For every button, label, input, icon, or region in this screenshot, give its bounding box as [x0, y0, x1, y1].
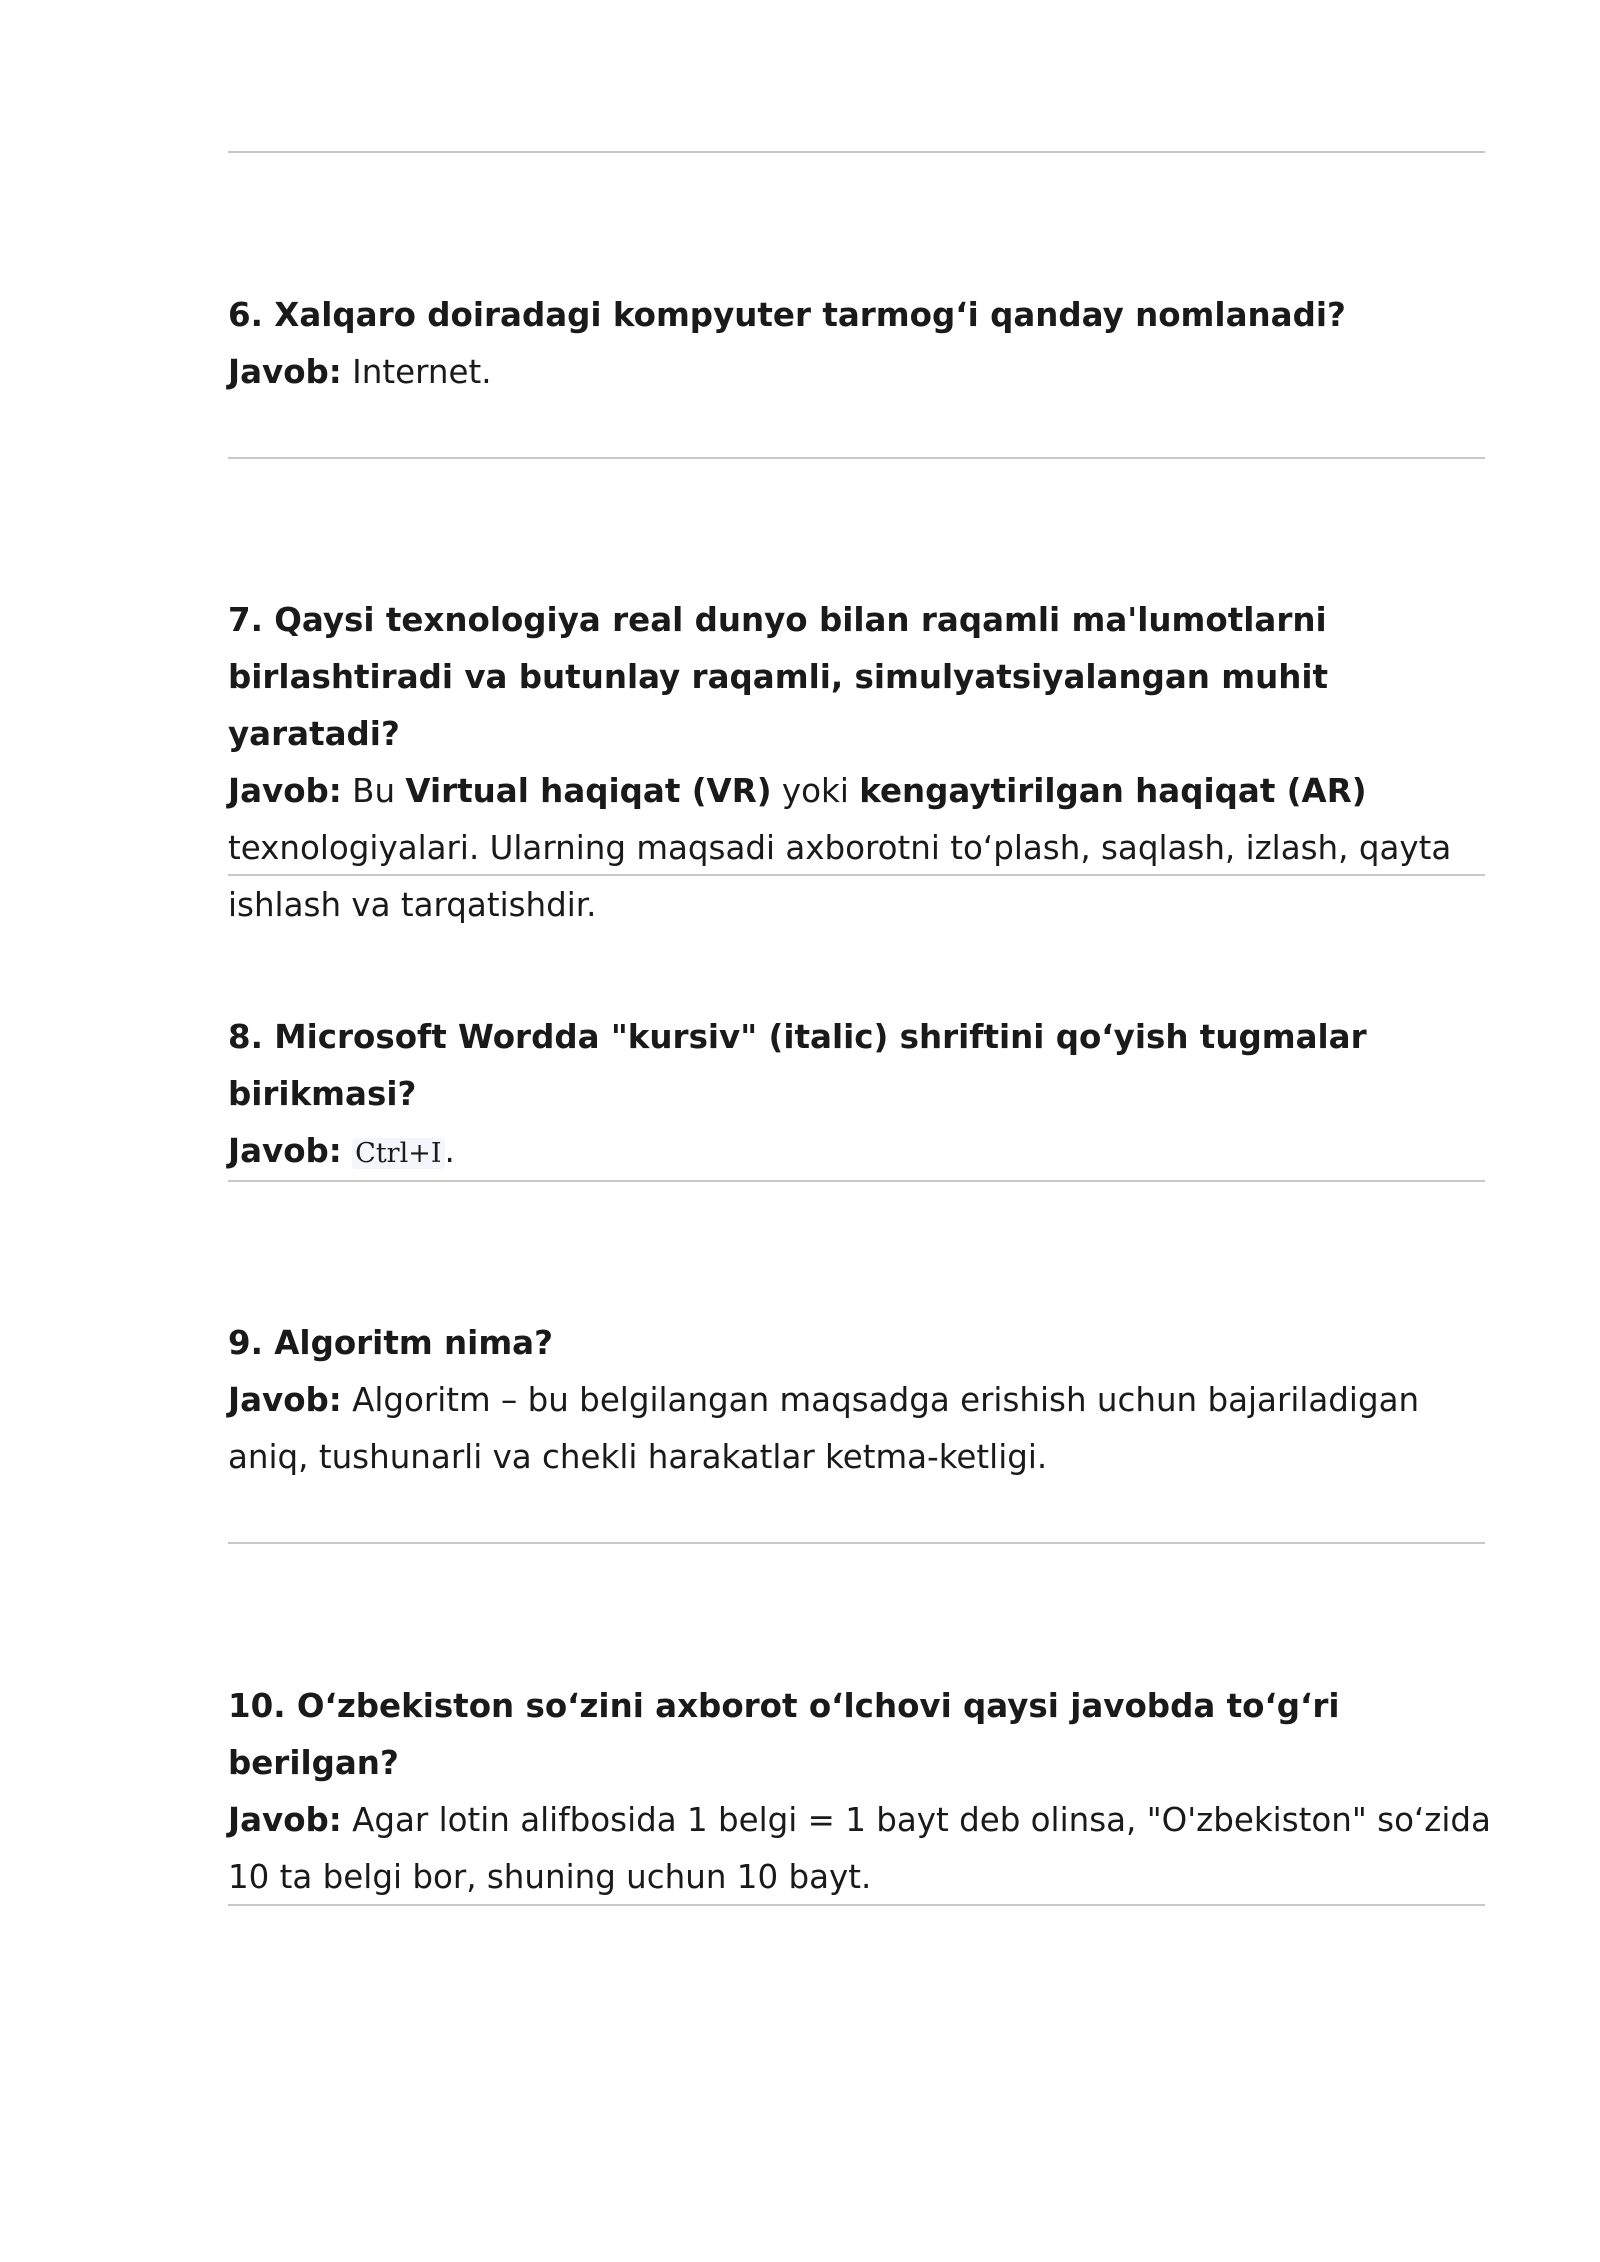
question-7: 7. Qaysi texnologiya real dunyo bilan raqamli ma'lumotlarni birlashtiradi va butunlay raqamli, simulyatsiyalangan muhit yaratadi?	[228, 601, 1329, 753]
answer-label: Javob:	[228, 1381, 342, 1419]
divider	[228, 1904, 1485, 1906]
answer-8	[228, 1123, 1498, 1182]
answer-7	[228, 763, 1498, 934]
answer-term-ar: kengaytirilgan haqiqat (AR)	[859, 772, 1367, 810]
answer-text: Internet.	[341, 353, 492, 391]
keyboard-shortcut: Ctrl+I	[352, 1138, 444, 1169]
answer-label: Javob:	[228, 1132, 342, 1170]
answer-text: Agar lotin alifbosida 1 belgi = 1 bayt deb olinsa, "O'zbekiston" so‘zida 10 ta belgi bor, shuning uchun 10 bayt.	[228, 1801, 1491, 1896]
answer-text: Bu	[341, 772, 406, 810]
answer-text: texnologiyalari. Ularning maqsadi axborotni to‘plash, saqlash, izlash, qayta ishlash va tarqatishdir.	[228, 829, 1452, 924]
answer-6	[228, 344, 1498, 401]
divider	[228, 1542, 1485, 1544]
answer-label: Javob:	[228, 772, 342, 810]
question-8: 8. Microsoft Wordda "kursiv" (italic) shriftini qo‘yish tugmalar birikmasi?	[228, 1018, 1367, 1113]
question-9: 9. Algoritm nima?	[228, 1324, 553, 1362]
qa-item-9	[228, 1315, 1498, 1486]
question-6: 6. Xalqaro doiradagi kompyuter tarmog‘i qanday nomlanadi?	[228, 296, 1346, 334]
qa-item-10	[228, 1678, 1498, 1906]
divider	[228, 874, 1485, 876]
qa-item-7	[228, 592, 1498, 934]
divider	[228, 1180, 1485, 1182]
answer-10	[228, 1792, 1498, 1906]
answer-term-vr: Virtual haqiqat (VR)	[405, 772, 772, 810]
answer-label: Javob:	[228, 1801, 342, 1839]
answer-text: Algoritm – bu belgilangan maqsadga erishish uchun bajariladigan aniq, tushunarli va chekli harakatlar ketma-ketligi.	[228, 1381, 1420, 1476]
answer-text: yoki	[771, 772, 860, 810]
divider	[228, 151, 1485, 153]
divider	[228, 457, 1485, 459]
qa-item-6	[228, 287, 1498, 401]
qa-item-8	[228, 1009, 1498, 1182]
answer-label: Javob:	[228, 353, 342, 391]
question-10: 10. O‘zbekiston so‘zini axborot o‘lchovi qaysi javobda to‘g‘ri berilgan?	[228, 1687, 1340, 1782]
answer-9	[228, 1372, 1498, 1486]
answer-suffix: .	[444, 1132, 455, 1170]
